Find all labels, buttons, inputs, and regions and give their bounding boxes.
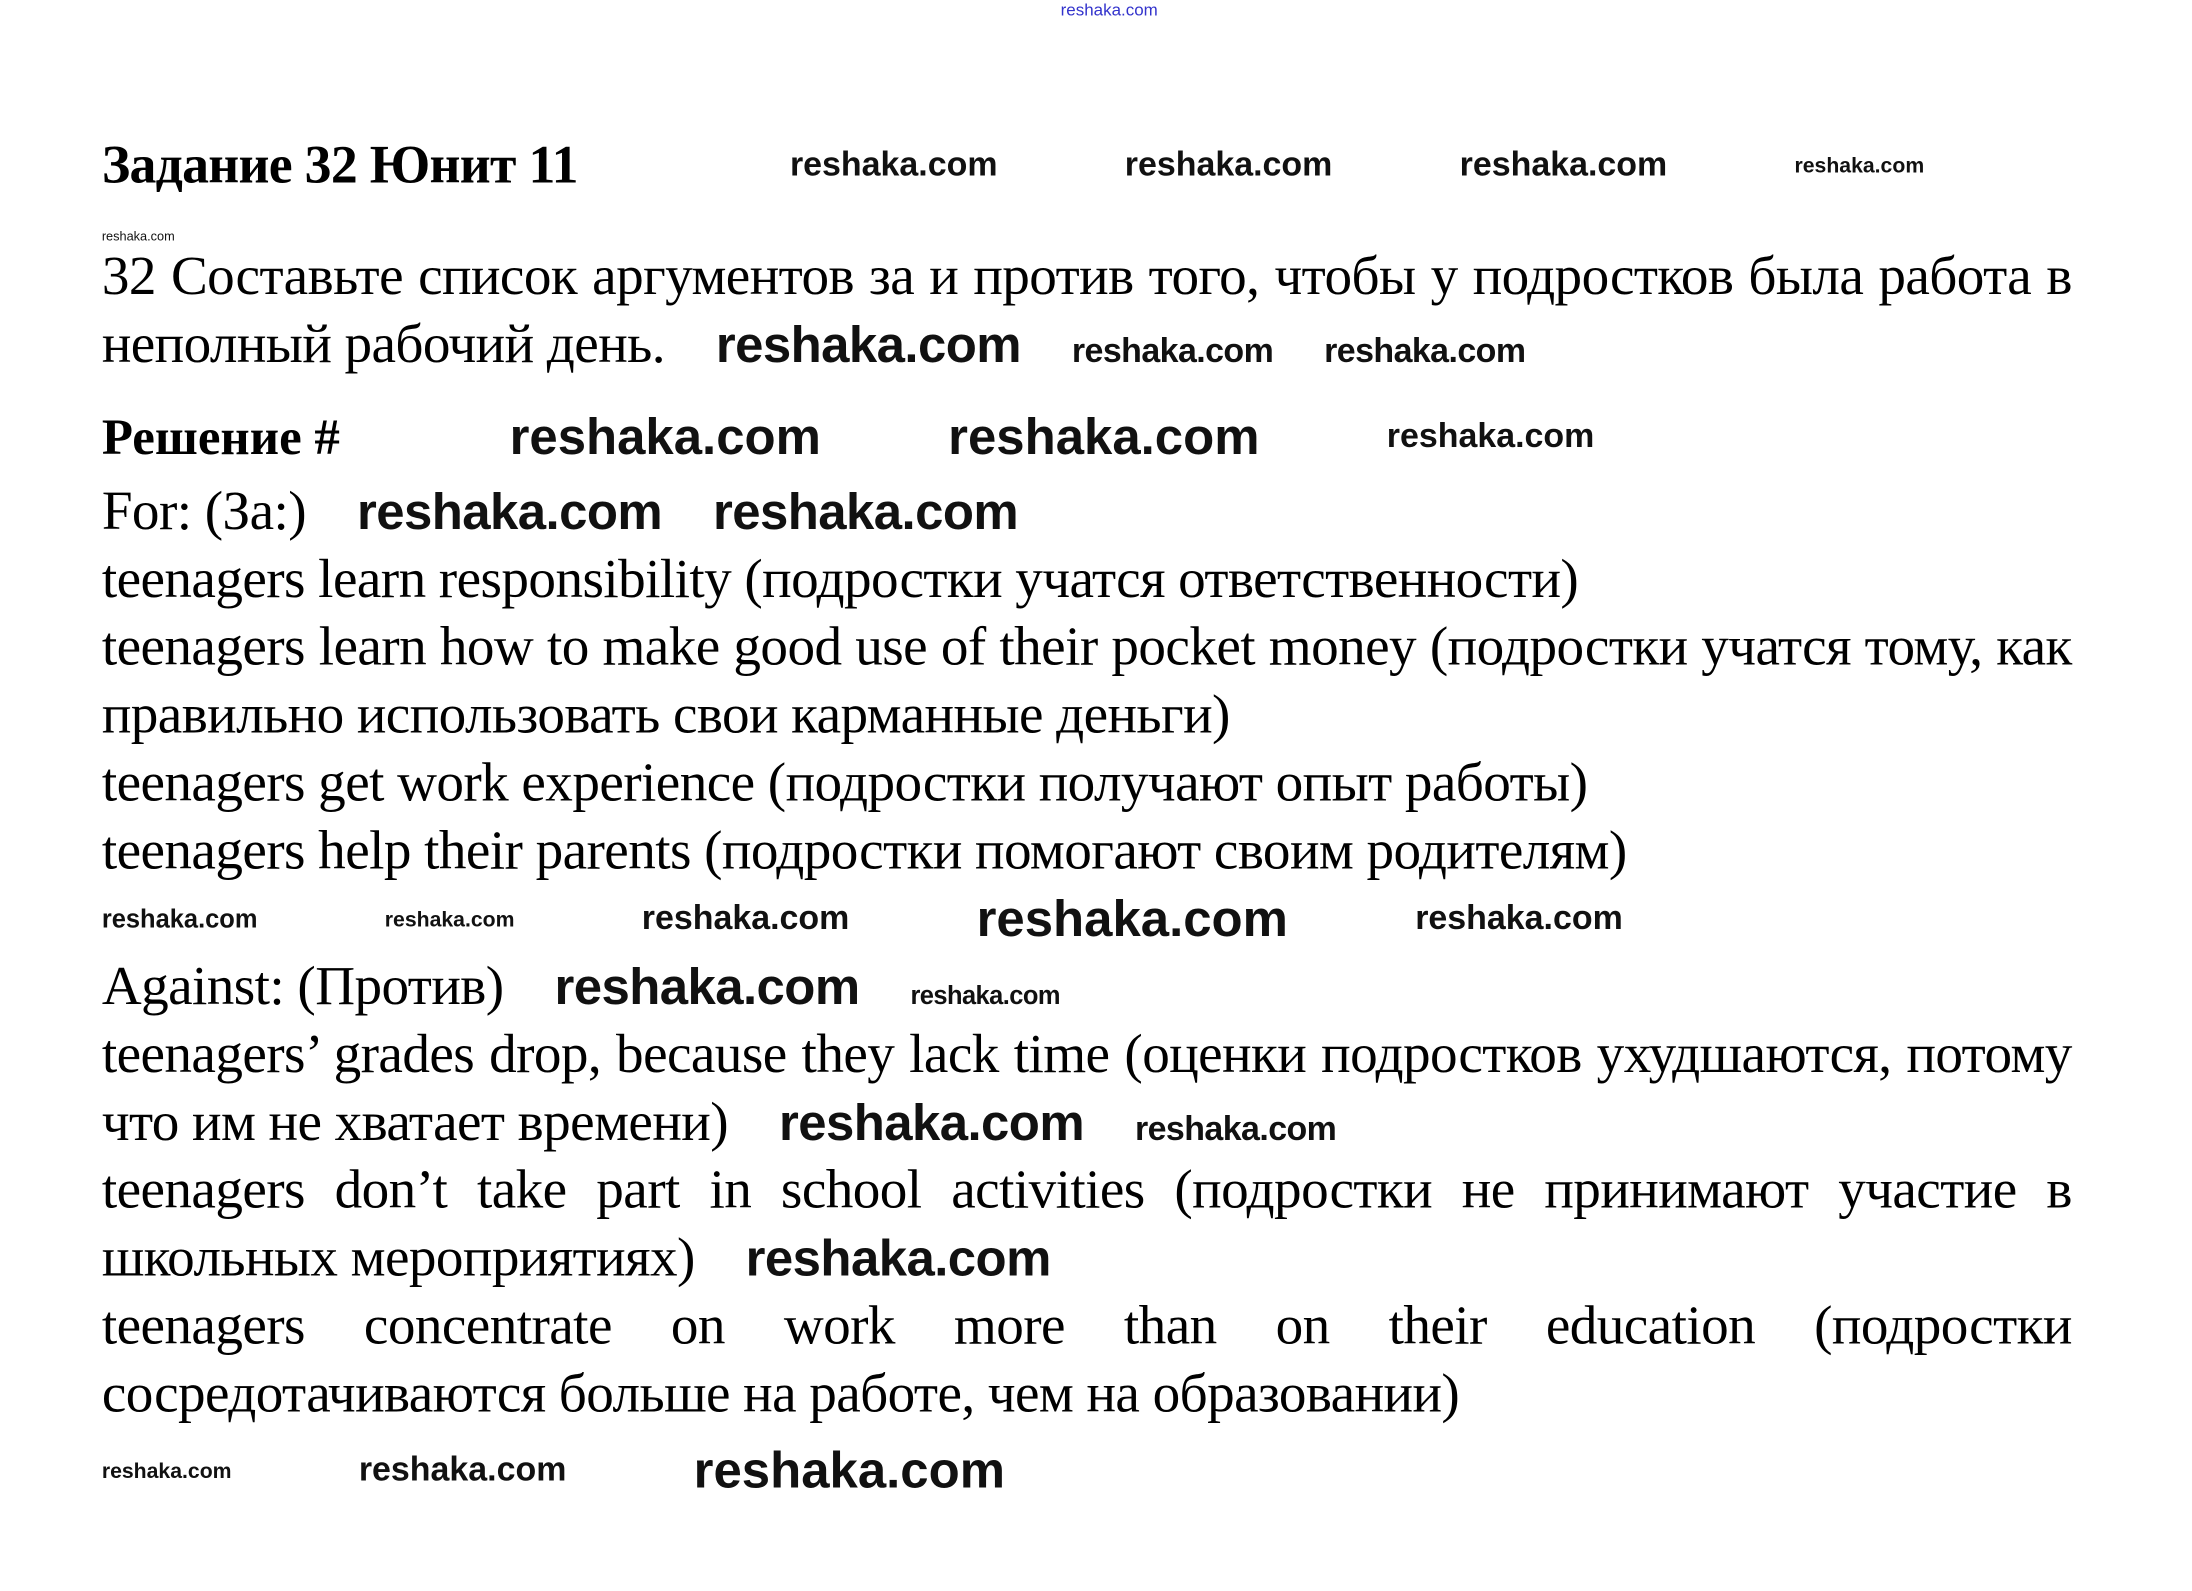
watermark-row — [102, 1437, 2072, 1505]
list-item: teenagers learn how to make good use of their pocket money (подростки учатся тому, как правильно использовать свои карманные деньги) — [101, 616, 2072, 746]
watermark: reshaka.com — [356, 482, 663, 541]
watermark: reshaka.com — [778, 1093, 1085, 1152]
task-text — [102, 243, 2072, 379]
watermark-row — [102, 885, 2072, 953]
page-title: Задание 32 Юнит 11 — [101, 135, 578, 196]
list-item: teenagers get work experience (подростки получают опыт работы) — [101, 752, 1588, 814]
watermark: reshaka.com — [101, 1458, 232, 1483]
against-section — [102, 953, 2072, 1428]
watermark: reshaka.com — [976, 889, 1288, 948]
watermark: reshaka.com — [358, 1450, 567, 1490]
title-row — [102, 130, 2072, 201]
watermark: reshaka.com — [910, 981, 1060, 1010]
watermark: reshaka.com — [948, 407, 1260, 466]
for-label: For: (За:) — [101, 480, 307, 542]
watermark: reshaka.com — [101, 905, 258, 934]
watermark: reshaka.com — [384, 907, 515, 932]
site-link[interactable]: reshaka.com — [1060, 0, 1158, 20]
watermark: reshaka.com — [101, 229, 175, 244]
watermark: reshaka.com — [715, 315, 1021, 374]
list-item: teenagers concentrate on work more than on their education (подростки сосредотачиваются больше на работе, чем на образовании) — [101, 1295, 2072, 1425]
watermark: reshaka.com — [745, 1228, 1051, 1287]
solution-heading: Решение # — [101, 408, 340, 466]
list-item — [102, 1021, 2072, 1157]
watermark: reshaka.com — [1071, 332, 1274, 371]
watermark-row — [102, 201, 2072, 243]
list-item: teenagers learn responsibility (подростки учатся ответственности) — [101, 548, 1579, 610]
list-item — [102, 1157, 2072, 1293]
watermark: reshaka.com — [712, 482, 1019, 541]
for-label-line — [102, 478, 2072, 546]
against-label: Against: (Против) — [101, 955, 504, 1017]
list-item-text: teenagers don’t take part in school activities (подростки не принимают участие в школьных мероприятиях) — [101, 1159, 2072, 1289]
watermark: reshaka.com — [1459, 145, 1668, 184]
solution-heading-row — [102, 396, 2072, 478]
document-body — [102, 130, 2072, 1505]
list-item-text: teenagers’ grades drop, because they lack time (оценки подростков ухудшаются, потому что им не хватает времени) — [101, 1023, 2072, 1153]
watermark: reshaka.com — [1415, 899, 1623, 938]
task-paragraph-text: 32 Составьте список аргументов за и против того, чтобы у подростков была работа в неполный рабочий день. — [101, 246, 2072, 375]
watermark: reshaka.com — [789, 145, 998, 184]
watermark: reshaka.com — [1794, 153, 1925, 178]
watermark: reshaka.com — [509, 407, 821, 466]
watermark: reshaka.com — [641, 899, 850, 938]
watermark: reshaka.com — [1134, 1110, 1337, 1149]
against-label-line — [102, 953, 2072, 1021]
watermark: reshaka.com — [1386, 417, 1595, 456]
list-item: teenagers help their parents (подростки помогают своим родителям) — [101, 820, 1627, 882]
watermark: reshaka.com — [554, 957, 860, 1016]
task-paragraph — [102, 243, 2072, 379]
watermark: reshaka.com — [1324, 332, 1526, 371]
for-section — [102, 478, 2072, 885]
watermark: reshaka.com — [693, 1441, 1005, 1500]
watermark: reshaka.com — [1124, 145, 1333, 184]
